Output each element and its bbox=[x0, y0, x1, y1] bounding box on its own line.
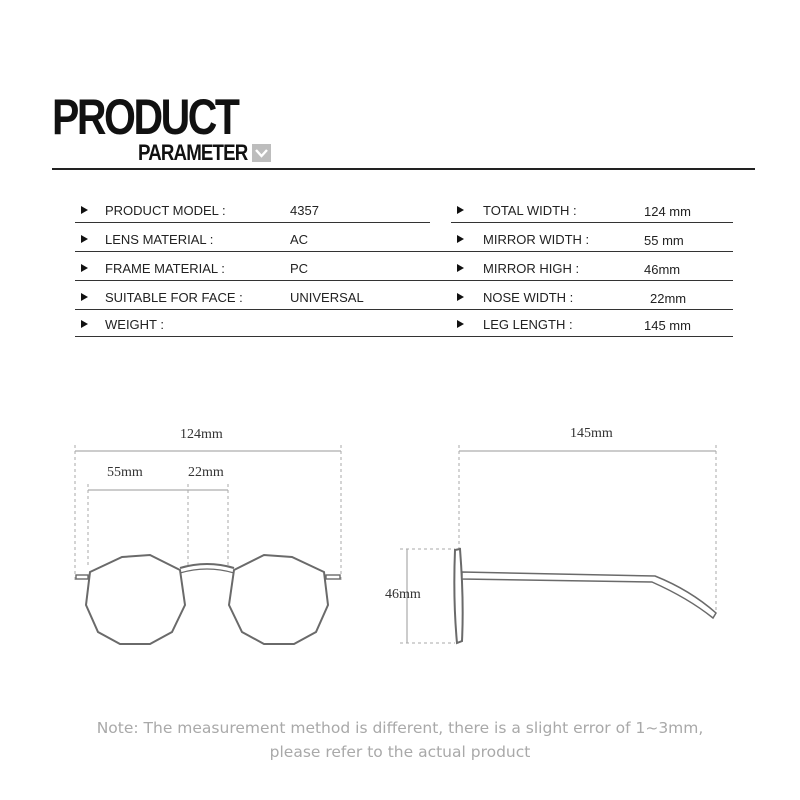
glasses-front-icon bbox=[76, 555, 340, 644]
param-value: UNIVERSAL bbox=[290, 290, 364, 305]
param-value: 22mm bbox=[650, 291, 687, 306]
param-label: PRODUCT MODEL : bbox=[105, 203, 226, 218]
lens-height-label: 46mm bbox=[385, 587, 421, 602]
param-value: 46mm bbox=[644, 262, 681, 277]
param-value: PC bbox=[290, 261, 309, 276]
param-value: 124 mm bbox=[644, 204, 691, 219]
nose-width-label: 22mm bbox=[188, 465, 224, 480]
param-label: TOTAL WIDTH : bbox=[483, 203, 577, 218]
leg-length-label: 145mm bbox=[570, 426, 613, 441]
param-label: FRAME MATERIAL : bbox=[105, 261, 225, 276]
note-line-1: Note: The measurement method is different, there is a slight error of 1~3mm, bbox=[96, 719, 704, 737]
param-label: SUITABLE FOR FACE : bbox=[105, 290, 243, 305]
param-label: WEIGHT : bbox=[105, 317, 164, 332]
param-value: AC bbox=[290, 232, 309, 247]
param-value: 55 mm bbox=[644, 233, 684, 248]
total-width-label: 124mm bbox=[180, 427, 223, 442]
param-label: MIRROR WIDTH : bbox=[483, 232, 590, 247]
header-subtitle: PARAMETER bbox=[138, 140, 248, 165]
param-value: 4357 bbox=[290, 203, 319, 218]
param-label: MIRROR HIGH : bbox=[483, 261, 580, 276]
side-dimension-lines bbox=[400, 445, 716, 643]
param-label: NOSE WIDTH : bbox=[483, 290, 574, 305]
glasses-side-icon bbox=[454, 549, 716, 643]
param-label: LENS MATERIAL : bbox=[105, 232, 214, 247]
header-title: PRODUCT bbox=[52, 89, 238, 145]
param-label: LEG LENGTH : bbox=[483, 317, 573, 332]
note-line-2: please refer to the actual product bbox=[269, 743, 531, 761]
param-value: 145 mm bbox=[644, 318, 691, 333]
lens-width-label: 55mm bbox=[107, 465, 143, 480]
